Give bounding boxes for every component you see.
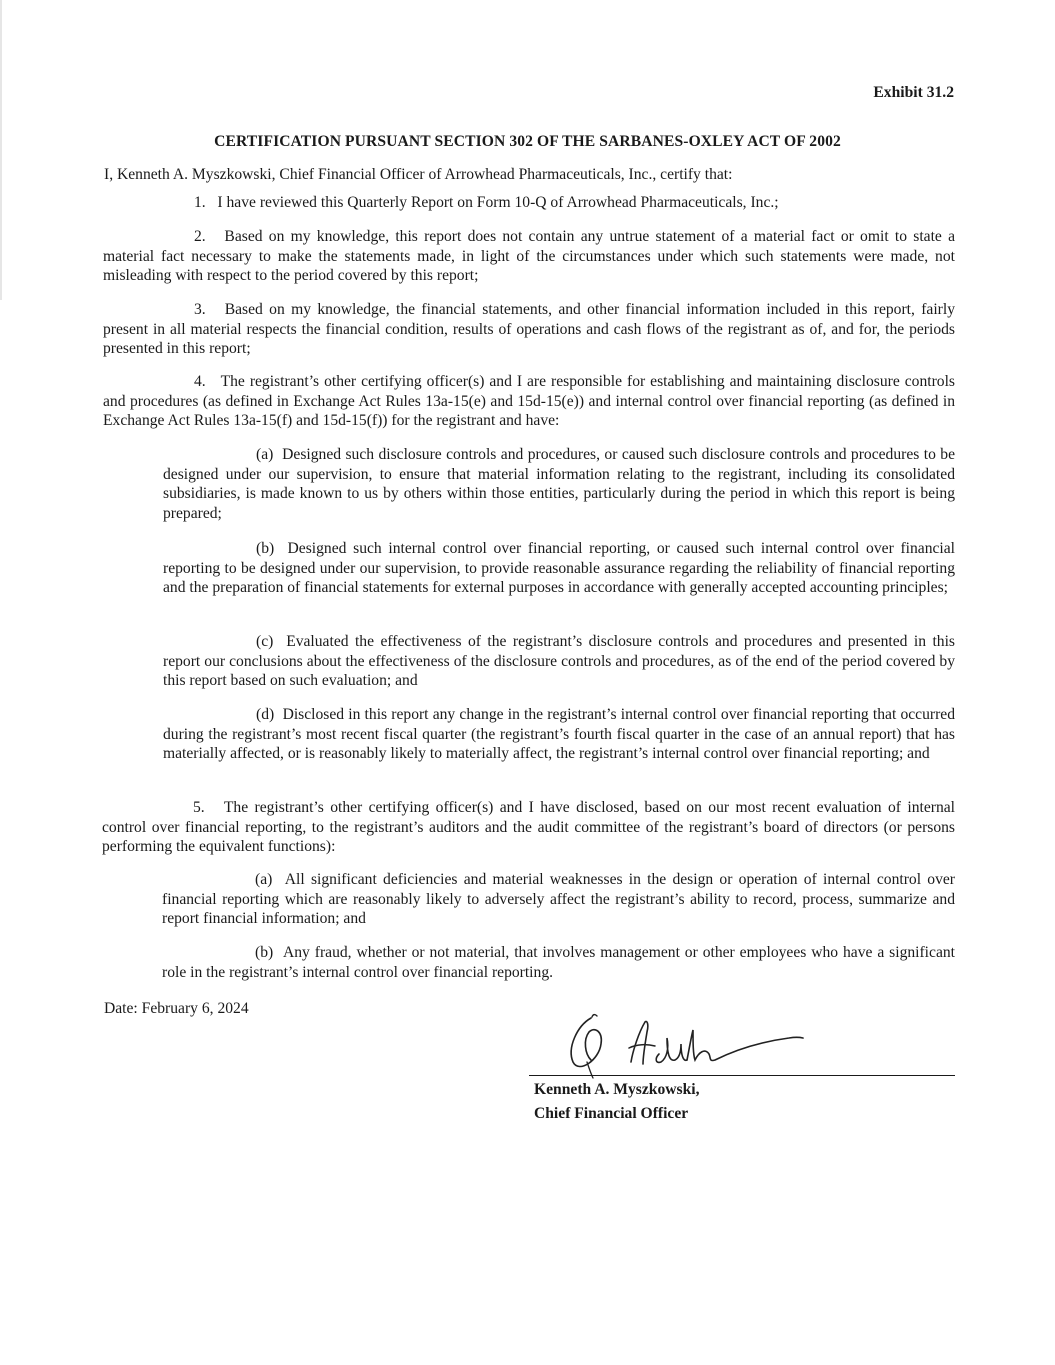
subitem-5b [162, 943, 955, 982]
paragraph-text: The registrant’s other certifying officer(s) and I have disclosed, based on our most recent evaluation of internal control over financial reporting, to the registrant’s auditors and the audit committee of the registrant’s board of directors (or persons performing the equivalent functions): [102, 799, 955, 855]
subitem-text: Designed such internal control over financial reporting, or caused such internal control over financial reporting to be designed under our supervision, to provide reasonable assurance regarding the reliability of financial reporting and the preparation of financial statements for external purposes in accordance with generally accepted accounting principles; [163, 540, 955, 596]
paragraph-number: 2. [194, 228, 206, 245]
paragraph-text: Based on my knowledge, the financial statements, and other financial information included in this report, fairly present in all material respects the financial condition, results of operations and cash flows of the registrant as of, and for, the periods presented in this report; [103, 301, 955, 357]
subitem-4b [163, 539, 955, 598]
subitem-4c [163, 632, 955, 691]
paragraph-number: 1. [194, 194, 206, 211]
subitem-label: (b) [255, 944, 274, 961]
paragraph-2 [103, 227, 955, 286]
signature-block [529, 1008, 955, 1128]
paragraph-text: The registrant’s other certifying officer(s) and I are responsible for establishing and maintaining disclosure controls and procedures (as defined in Exchange Act Rules 13a-15(e) and 15d-15(e)) and internal control over financial reporting (as defined in Exchange Act Rules 13a-15(f) and 15d-15(f)) for the registrant and have: [103, 373, 955, 429]
intro-statement: I, Kenneth A. Myszkowski, Chief Financial Officer of Arrowhead Pharmaceuticals, Inc., certify that: [104, 166, 733, 183]
subitem-label: (c) [256, 633, 274, 650]
subitem-4d [163, 705, 955, 764]
subitem-label: (a) [255, 871, 273, 888]
paragraph-5 [102, 798, 955, 857]
signature-line [529, 1075, 955, 1076]
subitem-text: Any fraud, whether or not material, that involves management or other employees who have a significant role in the registrant’s internal control over financial reporting. [162, 944, 955, 981]
paragraph-number: 3. [194, 301, 206, 318]
paragraph-1 [194, 194, 779, 212]
paragraph-text: Based on my knowledge, this report does not contain any untrue statement of a material fact or omit to state a material fact necessary to make the statements made, in light of the circumstances under which such statements were made, not misleading with respect to the period covered by this report; [103, 228, 955, 284]
subitem-text: All significant deficiencies and material weaknesses in the design or operation of internal control over financial reporting which are reasonably likely to adversely affect the registrant’s ability to record, process, summarize and report financial information; and [162, 871, 955, 927]
subitem-label: (d) [256, 706, 275, 723]
exhibit-label: Exhibit 31.2 [873, 84, 954, 101]
subitem-text: Designed such disclosure controls and procedures, or caused such disclosure controls and procedures to be designed under our supervision, to ensure that material information relating to the registrant, including its consolidated subsidiaries, is made known to us by others within those entities, particularly during the period in which this report is being prepared; [163, 446, 956, 522]
subitem-4a [163, 445, 955, 523]
paragraph-text: I have reviewed this Quarterly Report on Form 10-Q of Arrowhead Pharmaceuticals, Inc.; [217, 194, 779, 211]
subitem-label: (a) [256, 446, 274, 463]
handwritten-signature-icon [559, 1008, 819, 1080]
signer-title: Chief Financial Officer [534, 1105, 689, 1122]
paragraph-4 [103, 372, 955, 431]
subitem-text: Disclosed in this report any change in the registrant’s internal control over financial reporting that occurred during the registrant’s most recent fiscal quarter (the registrant’s fourth fiscal quarter in the case of an annual report) that has materially affected, or is reasonably likely to materially affect, the registrant’s internal control over financial reporting; and [163, 706, 956, 762]
paragraph-number: 4. [194, 373, 206, 390]
document-title: CERTIFICATION PURSUANT SECTION 302 OF THE SARBANES-OXLEY ACT OF 2002 [214, 133, 841, 150]
subitem-text: Evaluated the effectiveness of the registrant’s disclosure controls and procedures and presented in this report our conclusions about the effectiveness of the disclosure controls and procedures, as of the end of the period covered by this report based on such evaluation; and [163, 633, 955, 689]
paragraph-3 [103, 300, 955, 359]
signature-date: Date: February 6, 2024 [104, 1000, 249, 1017]
subitem-label: (b) [256, 540, 275, 557]
signer-name: Kenneth A. Myszkowski, [534, 1081, 700, 1098]
subitem-5a [162, 870, 955, 929]
paragraph-number: 5. [193, 799, 205, 816]
